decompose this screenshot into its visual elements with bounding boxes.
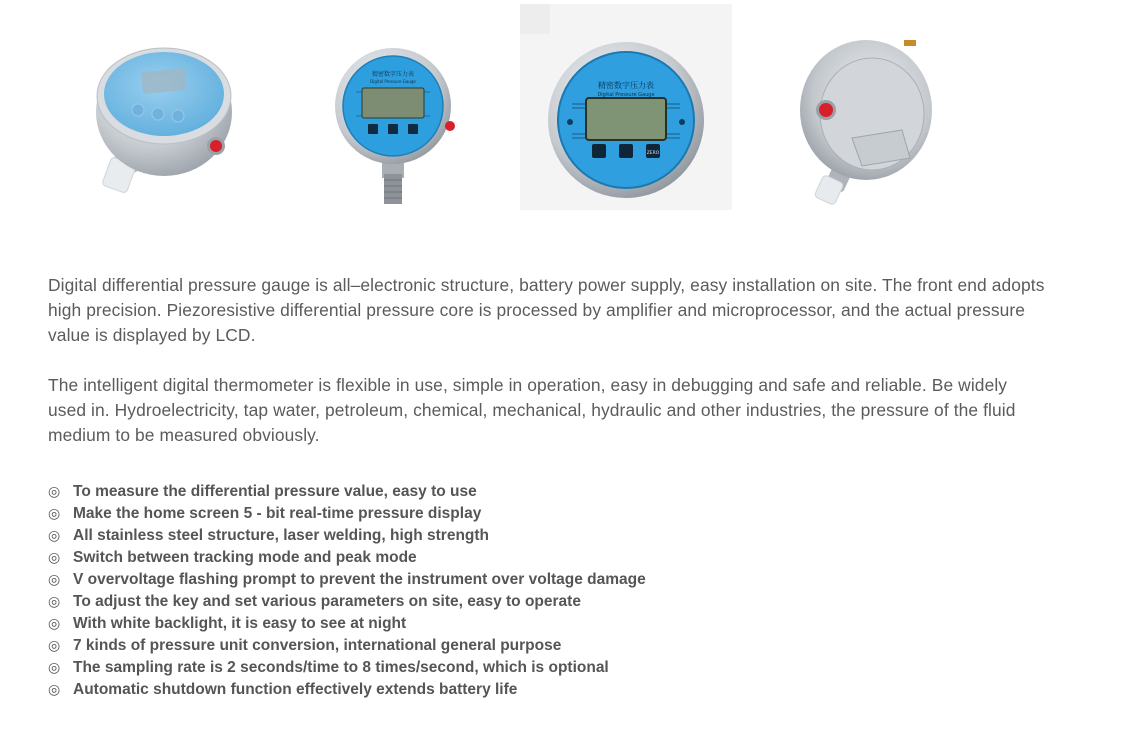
bullet-icon: ◎ bbox=[48, 549, 61, 565]
feature-text: Automatic shutdown function effectively extends battery life bbox=[73, 681, 518, 698]
bullet-icon: ◎ bbox=[48, 615, 61, 631]
product-photo-angled bbox=[80, 30, 250, 215]
feature-item bbox=[48, 612, 646, 634]
bullet-icon: ◎ bbox=[48, 571, 61, 587]
product-photo-front-large bbox=[520, 4, 732, 210]
bullet-icon: ◎ bbox=[48, 659, 61, 675]
bullet-icon: ◎ bbox=[48, 681, 61, 697]
feature-item bbox=[48, 480, 646, 502]
dial-cn-label: 精密数字压力表 bbox=[371, 71, 415, 78]
product-image-gallery bbox=[0, 0, 1146, 220]
feature-text: To measure the differential pressure value, easy to use bbox=[73, 483, 477, 500]
bullet-icon: ◎ bbox=[48, 505, 61, 521]
dial-en-label: Digital Pressure Gauge bbox=[370, 79, 416, 84]
feature-item bbox=[48, 524, 646, 546]
feature-text: With white backlight, it is easy to see at night bbox=[73, 615, 407, 632]
description-paragraph-2: The intelligent digital thermometer is flexible in use, simple in operation, easy in debugging and safe and reliable. Be widely used in. Hydroelectricity, tap water, petroleum, chemical, mechanical, hydraulic and other industries, the pressure of the fluid medium to be measured obviously. bbox=[48, 375, 1016, 445]
feature-item bbox=[48, 678, 646, 700]
feature-list bbox=[48, 480, 646, 700]
feature-text: To adjust the key and set various parameters on site, easy to operate bbox=[73, 593, 581, 610]
feature-item bbox=[48, 634, 646, 656]
bullet-icon: ◎ bbox=[48, 527, 61, 543]
feature-item bbox=[48, 546, 646, 568]
bullet-icon: ◎ bbox=[48, 593, 61, 609]
feature-item bbox=[48, 502, 646, 524]
dial-cn-label-large: 精密数字压力表 bbox=[598, 81, 654, 90]
product-photo-front-small bbox=[326, 46, 466, 211]
description-paragraph-1: Digital differential pressure gauge is all–electronic structure, battery power supply, easy installation on site. The front end adopts high precision. Piezoresistive differential pressure core is processed by amplifier and microprocessor, and the actual pressure value is displayed by LCD. bbox=[48, 275, 1045, 345]
bullet-icon: ◎ bbox=[48, 483, 61, 499]
feature-text: Make the home screen 5 - bit real-time pressure display bbox=[73, 505, 482, 522]
product-photo-back bbox=[792, 30, 942, 210]
feature-item bbox=[48, 656, 646, 678]
feature-text: The sampling rate is 2 seconds/time to 8 times/second, which is optional bbox=[73, 659, 609, 676]
dial-zero-label: ZERO bbox=[646, 151, 660, 156]
feature-text: V overvoltage flashing prompt to prevent the instrument over voltage damage bbox=[73, 571, 646, 588]
feature-text: Switch between tracking mode and peak mode bbox=[73, 549, 417, 566]
feature-item bbox=[48, 568, 646, 590]
feature-text: All stainless steel structure, laser welding, high strength bbox=[73, 527, 490, 544]
feature-item bbox=[48, 590, 646, 612]
dial-en-label-large: Digital Pressure Gauge bbox=[597, 92, 655, 98]
feature-text: 7 kinds of pressure unit conversion, international general purpose bbox=[73, 637, 562, 654]
bullet-icon: ◎ bbox=[48, 637, 61, 653]
